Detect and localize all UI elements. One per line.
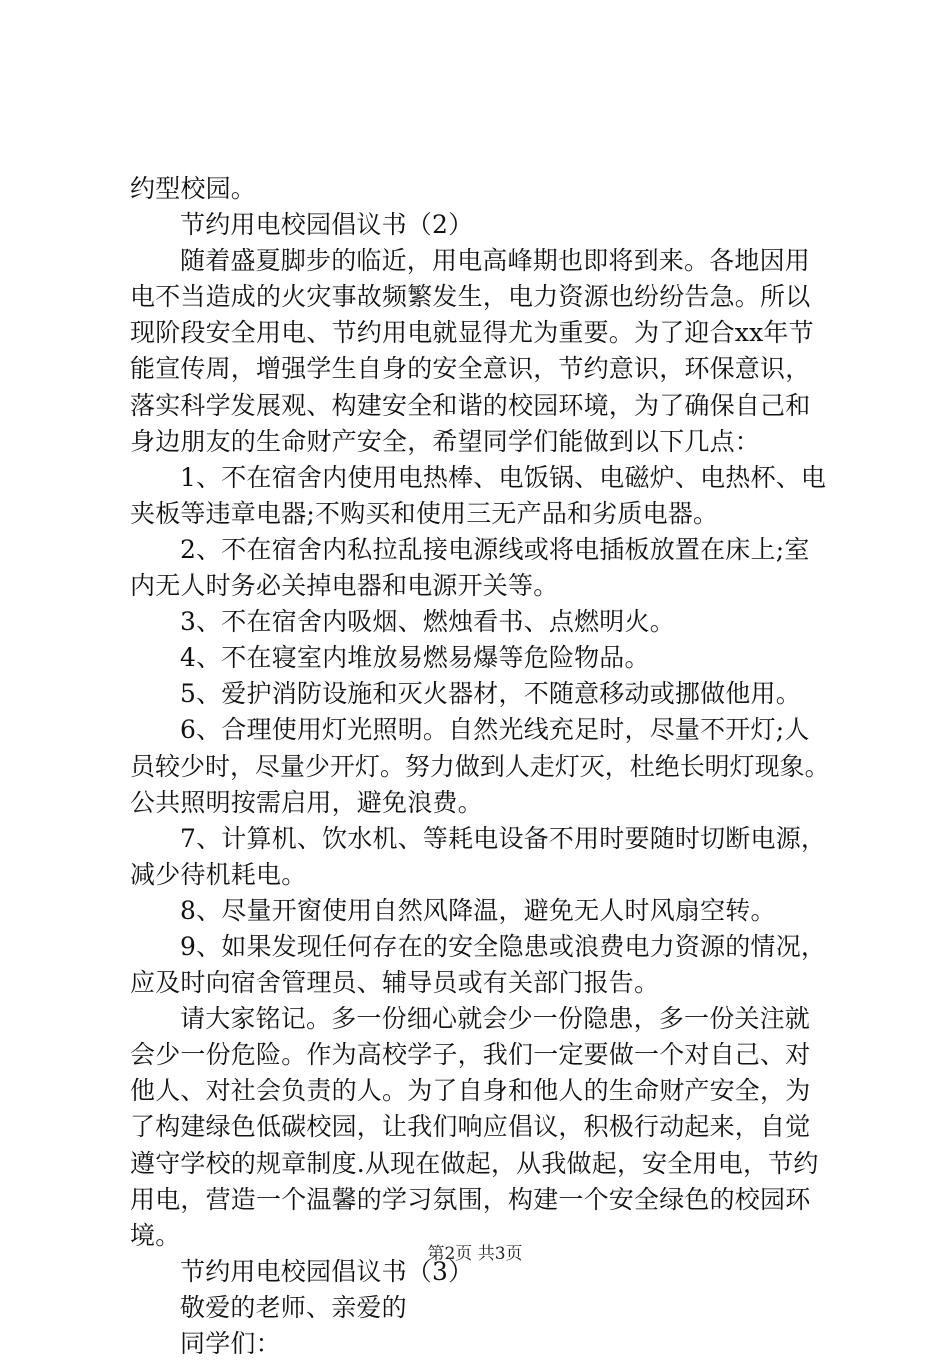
- text-line: 1、不在宿舍内使用电热棒、电饭锅、电磁炉、电热杯、电: [180, 462, 827, 492]
- text-line: 减少待机耗电。: [130, 859, 307, 889]
- text-line: 公共照明按需启用，避免浪费。: [130, 787, 483, 817]
- text-line: 8、尽量开窗使用自然风降温，避免无人时风扇空转。: [180, 895, 776, 925]
- text-line: 请大家铭记。多一份细心就会少一份隐患，多一份关注就: [180, 1004, 811, 1034]
- text-line: 身边朋友的生命财产安全，希望同学们能做到以下几点：: [130, 426, 761, 456]
- text-line: 会少一份危险。作为高校学子，我们一定要做一个对自己、对: [130, 1040, 811, 1070]
- text-line: 现阶段安全用电、节约用电就显得尤为重要。为了迎合xx年节: [130, 318, 814, 348]
- text-line: 7、计算机、饮水机、等耗电设备不用时要随时切断电源，: [180, 823, 827, 853]
- text-line: 6、合理使用灯光照明。自然光线充足时，尽量不开灯;人: [180, 715, 810, 745]
- text-line: 落实科学发展观、构建安全和谐的校园环境，为了确保自己和: [130, 390, 811, 420]
- text-line: 同学们：: [180, 1329, 281, 1358]
- text-line: 敬爱的老师、亲爱的: [180, 1292, 407, 1322]
- text-line: 境。: [130, 1220, 181, 1250]
- text-line: 夹板等违章电器;不购买和使用三无产品和劣质电器。: [130, 498, 719, 528]
- text-line: 节约用电校园倡议书（2）: [180, 210, 474, 240]
- text-line: 3、不在宿舍内吸烟、燃烛看书、点燃明火。: [180, 607, 675, 637]
- text-line: 用电，营造一个温馨的学习氛围，构建一个安全绿色的校园环: [130, 1184, 811, 1214]
- text-line: 节约用电校园倡议书（3）: [180, 1256, 474, 1286]
- text-line: 4、不在寝室内堆放易燃易爆等危险物品。: [180, 643, 650, 673]
- text-line: 能宣传周，增强学生自身的安全意识，节约意识，环保意识，: [130, 354, 811, 384]
- text-line: 随着盛夏脚步的临近，用电高峰期也即将到来。各地因用: [180, 246, 811, 276]
- text-line: 2、不在宿舍内私拉乱接电源线或将电插板放置在床上;室: [180, 534, 810, 564]
- text-line: 应及时向宿舍管理员、辅导员或有关部门报告。: [130, 968, 660, 998]
- text-line: 员较少时，尽量少开灯。努力做到人走灯灭，杜绝长明灯现象。: [130, 751, 830, 781]
- document-body: [130, 171, 830, 1362]
- text-line: 电不当造成的火灾事故频繁发生，电力资源也纷纷告急。所以: [130, 282, 811, 312]
- text-line: 约型校园。: [130, 174, 257, 203]
- text-line: 遵守学校的规章制度.从现在做起，从我做起，安全用电，节约: [130, 1148, 819, 1178]
- text-line: 9、如果发现任何存在的安全隐患或浪费电力资源的情况，: [180, 931, 827, 961]
- text-line: 了构建绿色低碳校园，让我们响应倡议，积极行动起来，自觉: [130, 1112, 811, 1142]
- page-footer: [0, 1244, 950, 1264]
- page-number-label: 第2页 共3页: [427, 1244, 523, 1264]
- text-line: 内无人时务必关掉电器和电源开关等。: [130, 571, 559, 601]
- text-line: 他人、对社会负责的人。为了自身和他人的生命财产安全，为: [130, 1076, 811, 1106]
- text-line: 5、爱护消防设施和灭火器材，不随意移动或挪做他用。: [180, 679, 801, 709]
